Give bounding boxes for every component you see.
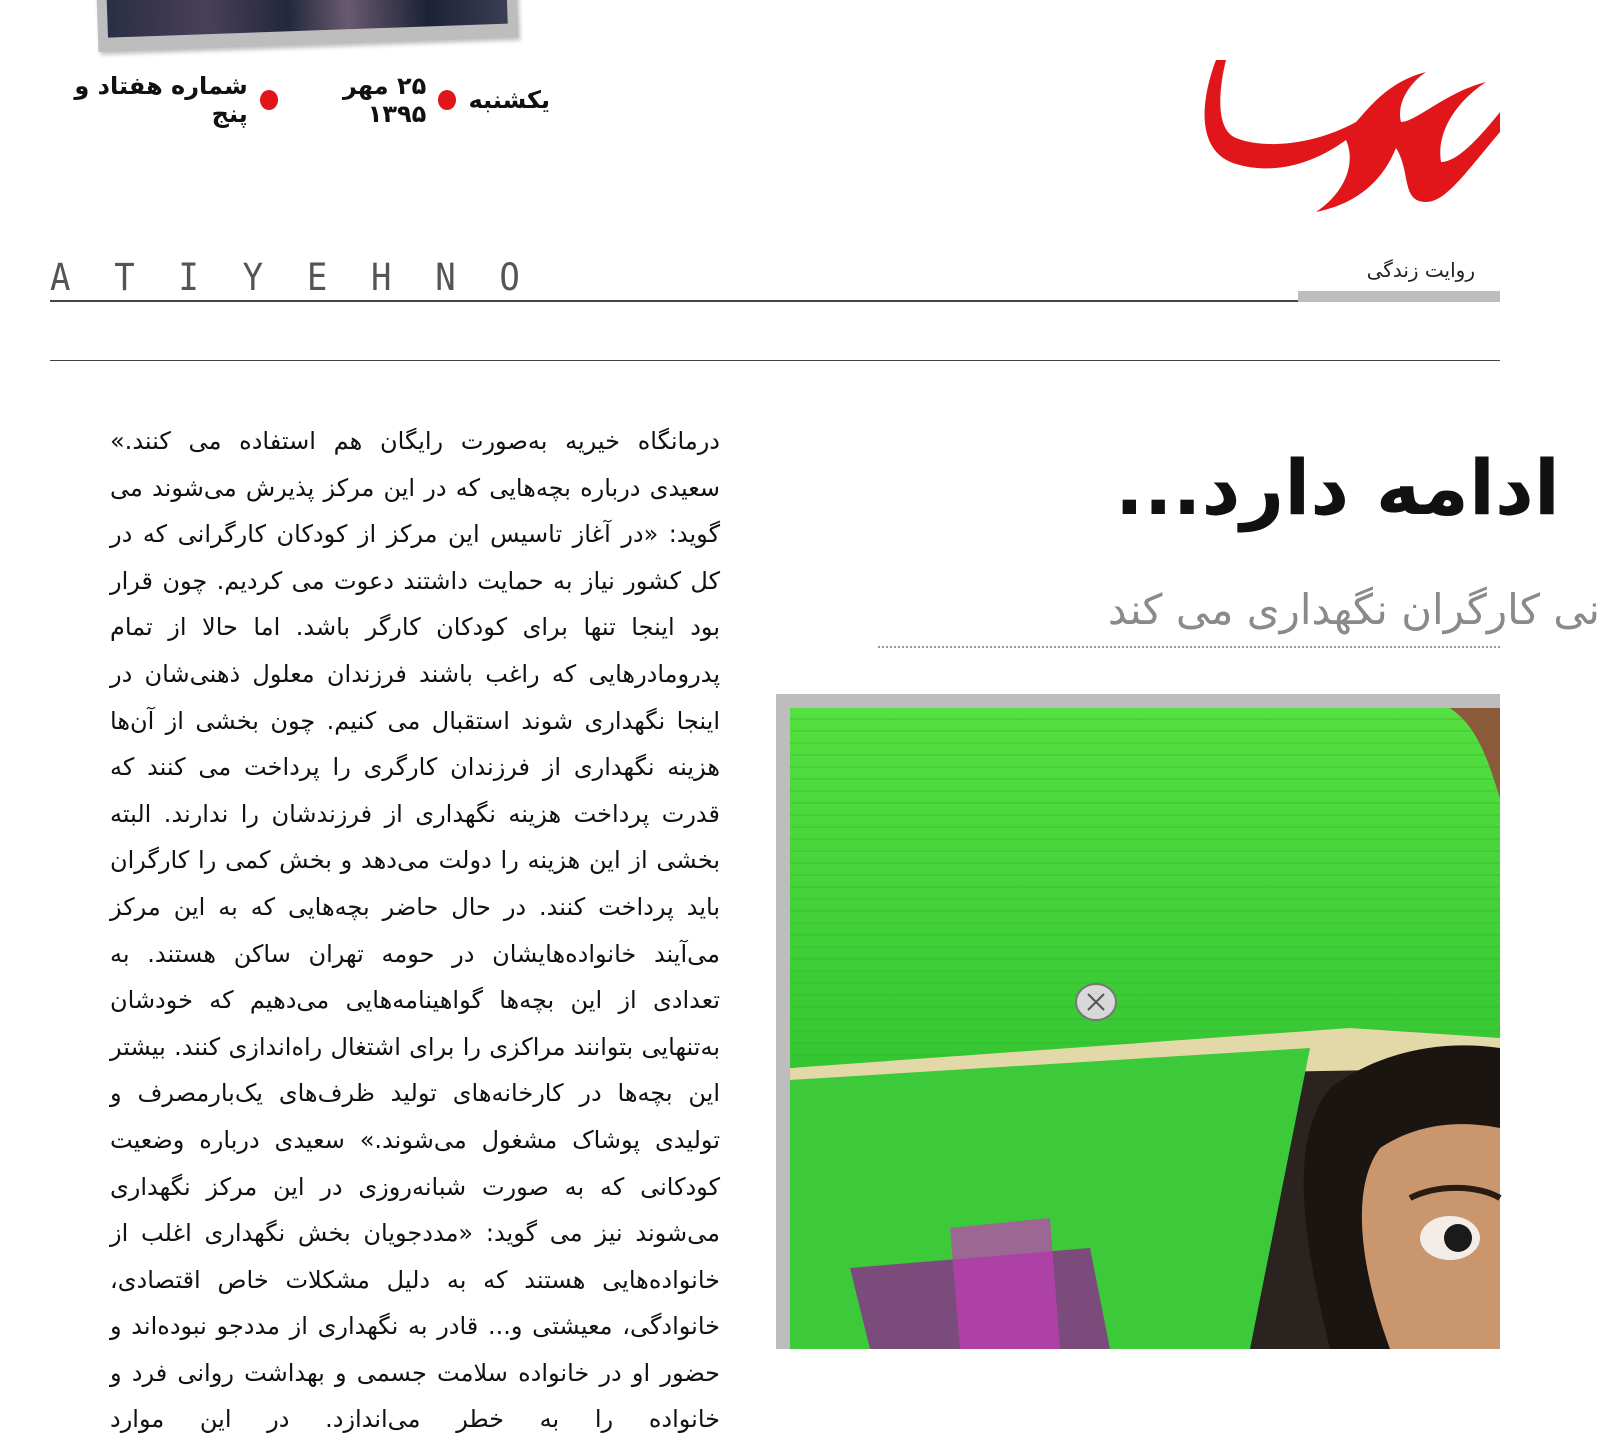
subheadline-rule [878, 646, 1500, 648]
red-dot-icon [260, 90, 278, 110]
article-body: درمانگاه خیریه به‌صورت رایگان هم استفاده می کنند.» سعیدی درباره بچه‌هایی که در این مرکز پذیرش می‌شوند می گوید: «در آغاز تاسیس این مرکز از کودکان کارگرانی که در کل کشور نیاز به حمایت داشتند دعوت می کردیم. چون قرار بود اینجا تنها برای کودکان کارگر باشد. اما حالا از تمام پدرومادرهایی که راغب باشند فرزندان معلول ذهنی‌شان در اینجا نگهداری شوند استقبال می کنیم. چون بخشی از آن‌ها هزینه نگهداری از فرزندان کارگری را پرداخت می کنند که قدرت پرداخت هزینه نگهداری از فرزندشان را ندارند. البته بخشی از این هزینه را دولت می‌دهد و بخش کمی را کارگران باید پرداخت کنند. در حال حاضر بچه‌هایی که به این مرکز می‌آیند خانواده‌هایشان در حومه تهران ساکن هستند. به تعدادی از این بچه‌ها گواهینامه‌هایی می‌دهیم که خودشان به‌تنهایی بتوانند مراکزی را برای اشتغال راه‌اندازی کنند. بیشتر این بچه‌ها در کارخانه‌های تولید ظرف‌های یک‌بارمصرف و تولیدی پوشاک مشغول می‌شوند.» سعیدی درباره وضعیت کودکانی که به صورت شبانه‌روزی در این مرکز نگهداری می‌شوند نیز می گوید: «مددجویان بخش نگهداری اغلب از خانواده‌هایی هستند که به دلیل مشکلات خاص اقتصادی، خانوادگی، معیشتی و... قادر به نگهداری از مددجو نبوده‌اند و حضور او در خانواده سلامت جسمی و بهداشت روانی فرد و خانواده را به خطر می‌اندازد. در این موارد [110, 427, 720, 1434]
section-letter: I [178, 256, 199, 300]
article-column [110, 418, 720, 1443]
section-letter: A [50, 256, 71, 300]
section-letter: E [306, 256, 328, 300]
dateline-issue: شماره هفتاد و پنج [74, 72, 248, 128]
logo-subtitle: روایت زندگی [1366, 258, 1475, 282]
section-letter: Y [242, 256, 264, 300]
dateline-day: یکشنبه [468, 86, 550, 114]
top-photo-image [106, 0, 507, 38]
dateline [50, 72, 550, 128]
section-letters [50, 256, 520, 300]
header-rule-accent [1298, 291, 1500, 302]
story-photo [790, 708, 1500, 1349]
section-letter: T [114, 256, 135, 300]
section-letter: H [371, 256, 392, 300]
story-headline: ادامه دارد... [1114, 443, 1560, 532]
story-subheadline: نی کارگران نگهداری می کند [1107, 585, 1600, 634]
section-rule [50, 360, 1500, 361]
magazine-logo [1196, 52, 1500, 232]
section-letter: O [499, 256, 520, 300]
header-rule [50, 300, 1298, 302]
dateline-date: ۲۵ مهر ۱۳۹۵ [343, 72, 427, 128]
section-letter: N [435, 256, 456, 300]
top-photo-thumbnail [96, 0, 518, 52]
story-photo-image [790, 708, 1500, 1349]
red-dot-icon [438, 90, 456, 110]
